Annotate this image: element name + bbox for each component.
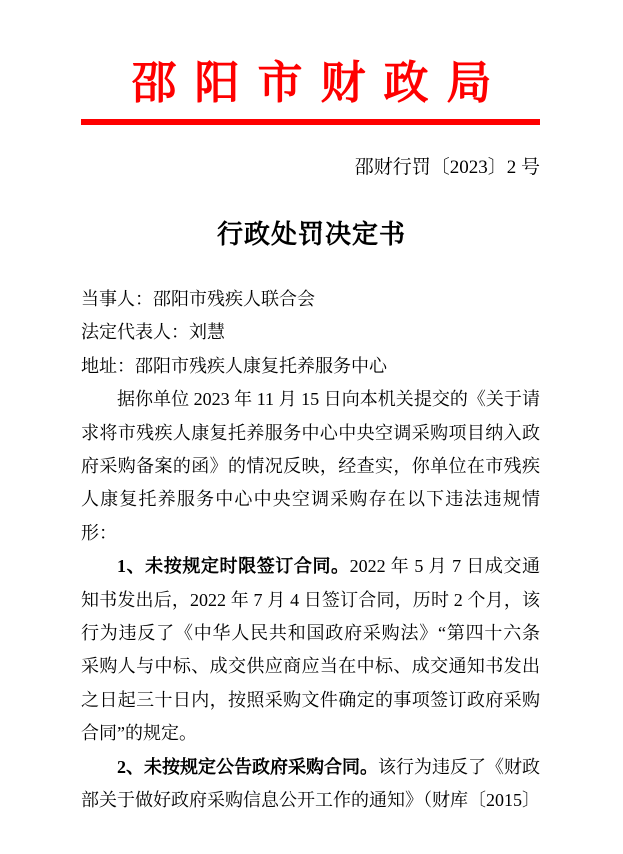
body-paragraph	[81, 751, 540, 818]
emphasis-text-run: 1、未按规定时限签订合同。	[117, 556, 350, 577]
doc-body	[81, 283, 540, 818]
text-run: 据你单位 2023 年 11 月 15 日向本机关提交的《关于请求将市残疾人康复托养服务中心中央空调采购项目纳入政府采购备案的函》的情况反映，经查实，你单位在市残疾人康复托养服务中心中央空调采购存在以下违法违规情形：	[81, 389, 540, 543]
text-run: 该行为违反了《财政部关于做好政府采购信息公开工作的通知》（财库〔2015〕	[81, 756, 540, 811]
doc-title: 行政处罚决定书	[216, 220, 406, 249]
party-info-line	[81, 283, 540, 316]
party-info-line	[81, 316, 540, 349]
text-run: 2022 年 5 月 7 日成交通知书发出后，2022 年 7 月 4 日签订合同，历时 2 个月，该行为违反了《中华人民共和国政府采购法》“第四十六条 采购人与中标、成交供应商应当在中标、成交通知书发出之日起三十日内，按照采购文件确定的事项签订政府采购合同”的规定。	[81, 556, 541, 744]
body-paragraph	[81, 550, 540, 750]
doc-number: 邵财行罚〔2023〕2 号	[354, 157, 540, 178]
letterhead	[0, 0, 623, 106]
party-info-section	[81, 283, 540, 383]
emphasis-text-run: 2、未按规定公告政府采购合同。	[117, 756, 378, 777]
party-info-value: 邵阳市残疾人联合会	[153, 289, 315, 309]
party-info-label: 当事人：	[81, 289, 153, 309]
party-info-line	[81, 350, 540, 383]
party-info-value: 刘慧	[189, 322, 225, 343]
party-info-value: 邵阳市残疾人康复托养服务中心	[135, 355, 387, 376]
paragraphs-section	[81, 383, 540, 817]
body-paragraph	[81, 383, 540, 550]
party-info-label: 法定代表人：	[81, 322, 189, 343]
party-info-label: 地址：	[81, 355, 135, 376]
letterhead-divider	[81, 119, 540, 125]
agency-name: 邵阳市财政局	[131, 58, 510, 108]
